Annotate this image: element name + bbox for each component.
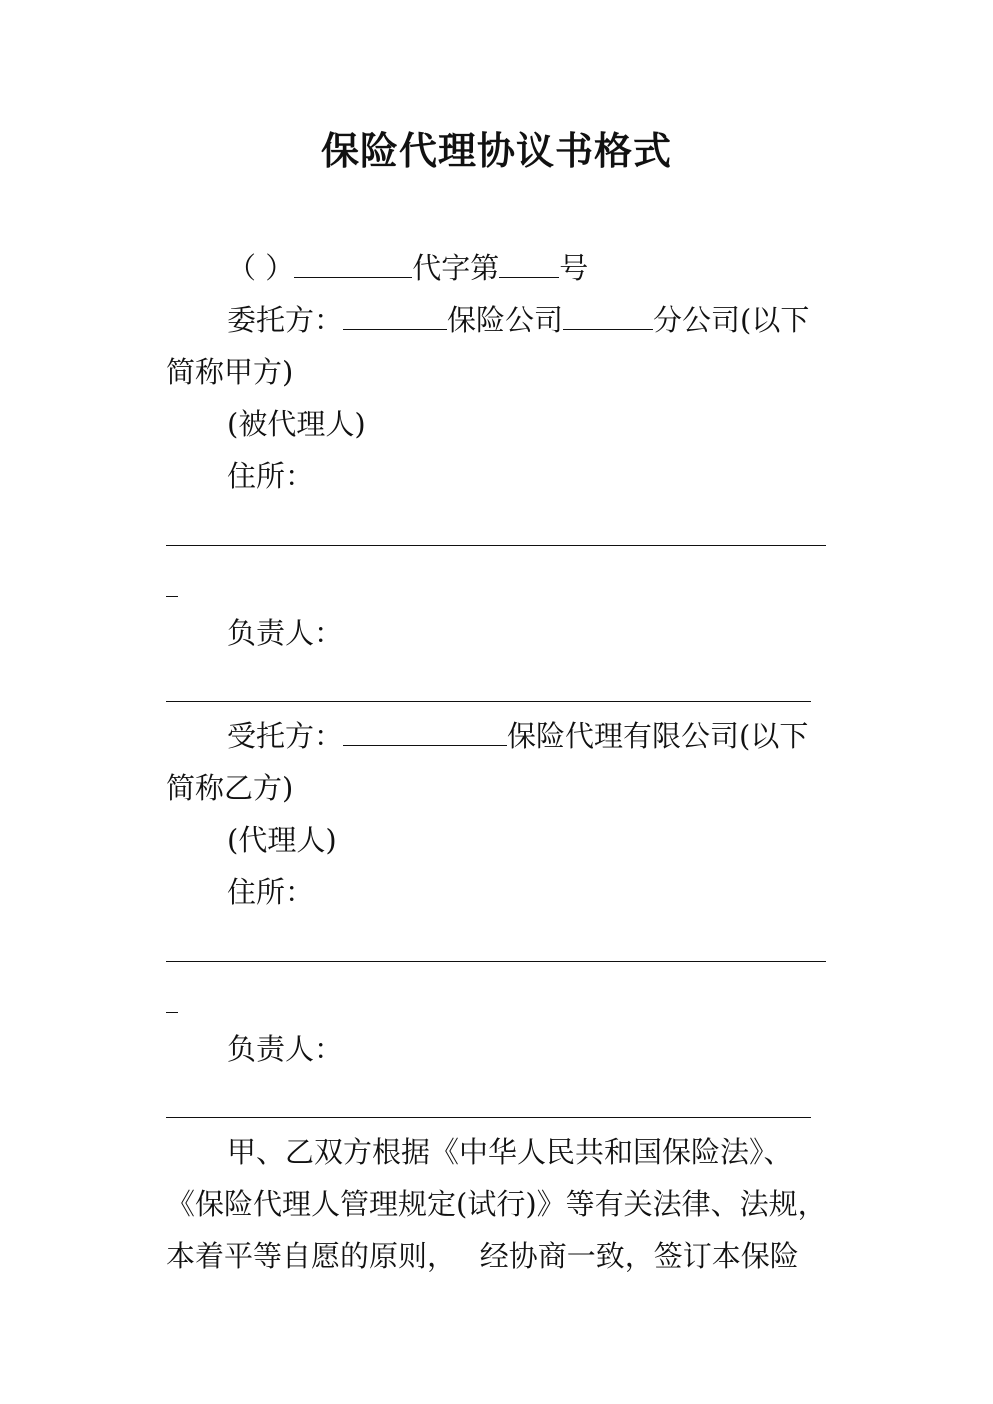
principal-insurer: 保险公司 xyxy=(447,303,564,337)
agent-label: 受托方： xyxy=(227,719,344,753)
number-blank-1 xyxy=(294,251,412,278)
agent-address-rule xyxy=(166,961,826,962)
principal-line xyxy=(227,302,809,338)
number-prefix: （ ） xyxy=(227,251,295,285)
principal-address-stub xyxy=(166,596,178,597)
principal-head-rule xyxy=(166,701,811,702)
agent-line xyxy=(227,718,808,754)
principal-head-label: 负责人： xyxy=(227,616,344,650)
number-middle: 代字第 xyxy=(412,251,500,285)
principal-blank-1 xyxy=(343,303,447,330)
principal-role: (被代理人) xyxy=(227,407,366,441)
principal-abbr: 简称甲方) xyxy=(166,355,294,389)
page-title: 保险代理协议书格式 xyxy=(320,129,672,173)
agent-address-stub xyxy=(166,1012,178,1013)
number-blank-2 xyxy=(499,251,559,278)
principal-address-label: 住所： xyxy=(227,459,315,493)
agent-head-label: 负责人： xyxy=(227,1032,344,1066)
agent-company: 保险代理有限公司(以下 xyxy=(507,719,809,753)
agent-blank xyxy=(343,719,507,746)
principal-branch: 分公司(以下 xyxy=(653,303,810,337)
agent-role: (代理人) xyxy=(227,823,337,857)
preamble-line-1: 甲、乙双方根据《中华人民共和国保险法》、 xyxy=(227,1135,793,1169)
agent-abbr: 简称乙方) xyxy=(166,771,294,805)
preamble-line-3: 本着平等自愿的原则， 经协商一致，签订本保险 xyxy=(166,1239,799,1273)
principal-label: 委托方： xyxy=(227,303,344,337)
principal-blank-2 xyxy=(563,303,653,330)
principal-address-rule xyxy=(166,545,826,546)
contract-number-line xyxy=(227,250,588,286)
agent-head-rule xyxy=(166,1117,811,1118)
preamble-line-2: 《保险代理人管理规定(试行)》等有关法律、法规， xyxy=(166,1187,827,1221)
number-suffix: 号 xyxy=(559,251,589,285)
agent-address-label: 住所： xyxy=(227,875,315,909)
